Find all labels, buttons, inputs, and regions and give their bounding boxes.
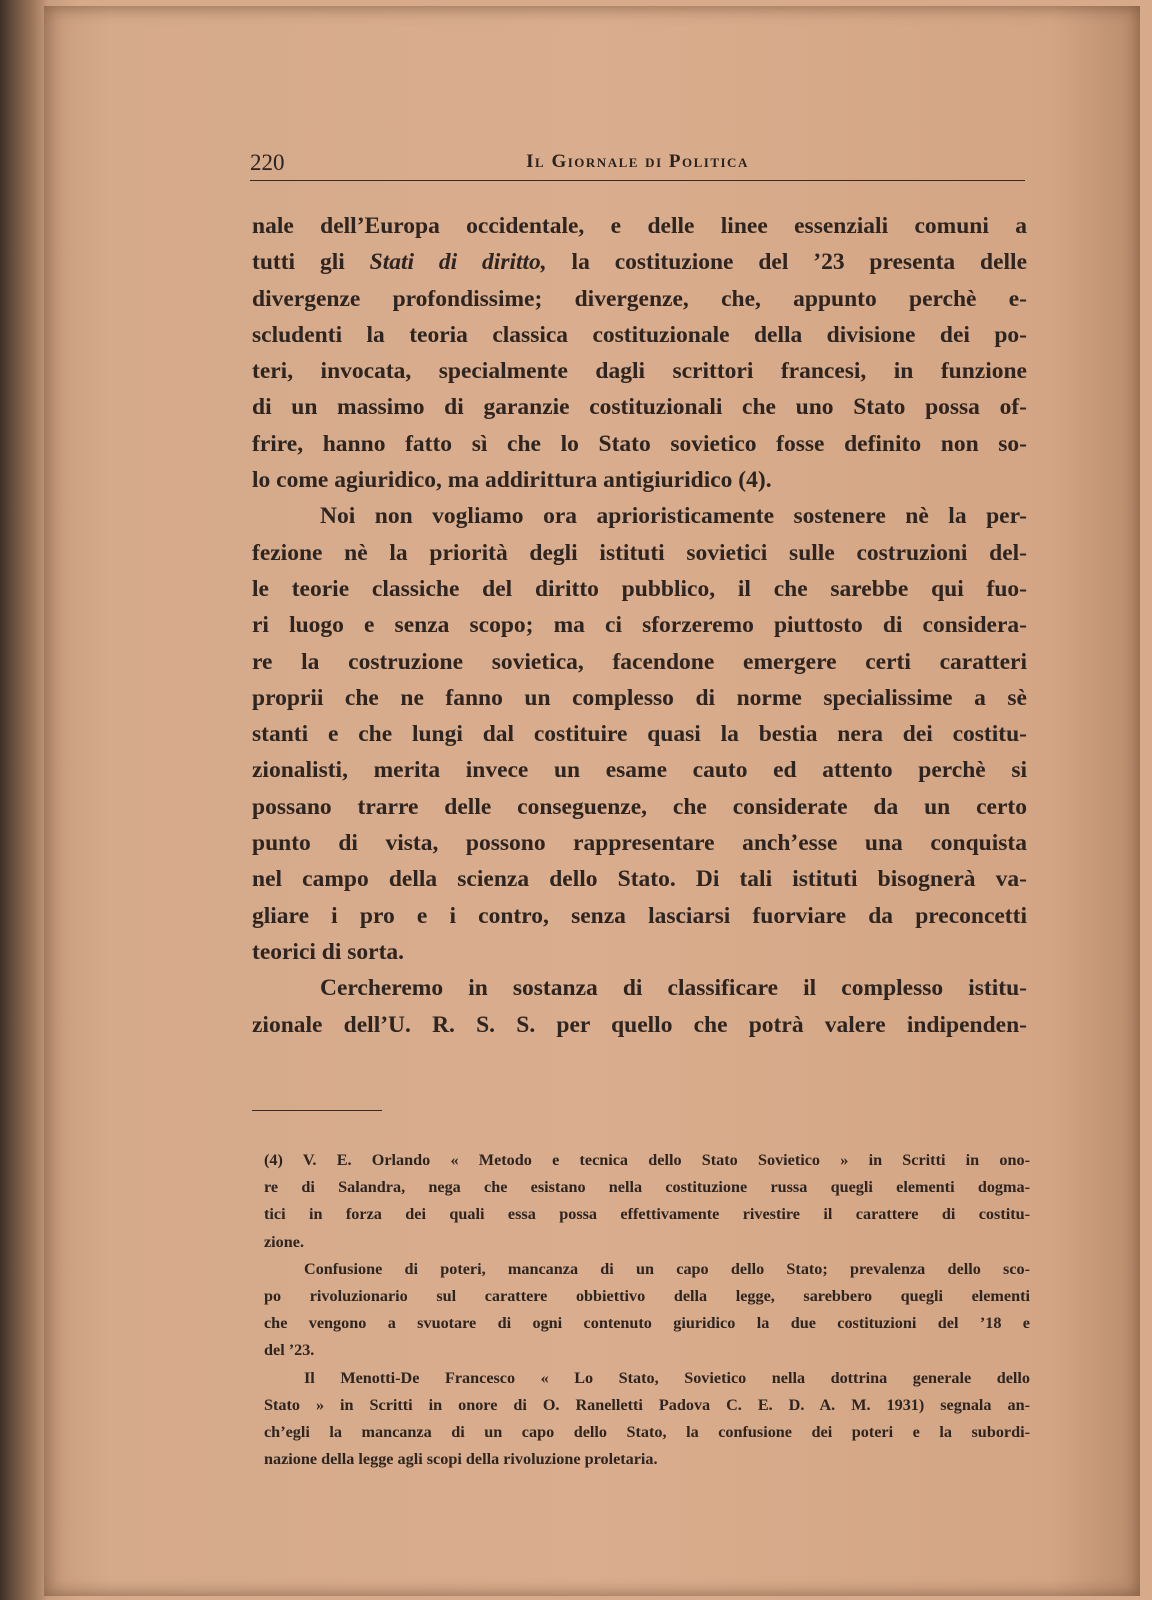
text-line (252, 244, 1027, 280)
text-line: nale dell’Europa occidentale, e delle linee essenziali comuni a (252, 213, 1027, 239)
running-title: Il Giornale di Politica (526, 151, 749, 172)
main-text (252, 208, 1027, 1043)
text-line: Noi non vogliamo ora aprioristicamente sostenere nè la per- (320, 503, 1027, 530)
text-line: stanti e che lungi dal costituire quasi la bestia nera dei costitu- (252, 721, 1027, 748)
text-line: zionalisti, merita invece un esame cauto ed attento perchè si (252, 757, 1027, 784)
footnote-separator (252, 1110, 382, 1111)
text-line: ri luogo e senza scopo; ma ci sforzeremo piuttosto di considera- (252, 612, 1027, 639)
page-header (250, 150, 1025, 181)
page-number: 220 (250, 150, 285, 175)
text-line: possano trarre delle conseguenze, che considerate da un certo (252, 793, 1027, 820)
text-line: Cercheremo in sostanza di classificare il complesso istitu- (320, 975, 1027, 1002)
text-line: fezione nè la priorità degli istituti sovietici sulle costruzioni del- (252, 539, 1027, 566)
footnote-line: Stato » in Scritti in onore di O. Ranelletti Padova C. E. D. A. M. 1931) segnala an- (264, 1395, 1030, 1414)
text-line: re la costruzione sovietica, facendone emergere certi caratteri (252, 648, 1027, 675)
text-line: le teorie classiche del diritto pubblico, il che sarebbe qui fuo- (252, 575, 1027, 602)
footnotes (264, 1147, 1030, 1473)
text-line: scludenti la teoria classica costituzionale della divisione dei po- (252, 321, 1027, 348)
text-line: divergenze profondissime; divergenze, che, appunto perchè e- (252, 285, 1027, 312)
footnote-line: del ’23. (264, 1341, 315, 1360)
footnote-line: (4) V. E. Orlando « Metodo e tecnica dello Stato Sovietico » in Scritti in ono- (264, 1151, 1030, 1169)
text-line: gliare i pro e i contro, senza lasciarsi fuorviare da preconcetti (252, 902, 1027, 929)
text-line: nel campo della scienza dello Stato. Di tali istituti bisognerà va- (252, 866, 1027, 893)
footnote-line: Confusione di poteri, mancanza di un capo dello Stato; prevalenza dello sco- (304, 1259, 1030, 1278)
footnote-line: po rivoluzionario sul carattere obbiettivo della legge, sarebbero quegli elementi (264, 1286, 1030, 1305)
text-line: teri, invocata, specialmente dagli scrittori francesi, in funzione (252, 358, 1027, 385)
text-fragment: tutti gli (252, 249, 370, 276)
text-line: lo come agiuridico, ma addirittura antigiuridico (4). (252, 467, 772, 494)
binding-edge (0, 0, 46, 1600)
footnote-line: zione. (264, 1232, 305, 1251)
text-line: di un massimo di garanzie costituzionali che uno Stato possa of- (252, 394, 1027, 421)
footnote-line: ch’egli la mancanza di un capo dello Stato, la confusione dei poteri e la subordi- (264, 1422, 1030, 1441)
footnote-line: che vengono a svuotare di ogni contenuto giuridico la due costituzioni del ’18 e (264, 1314, 1030, 1333)
text-line: proprii che ne fanno un complesso di norme specialissime a sè (252, 684, 1027, 711)
text-fragment: la costituzione del ’23 presenta delle (546, 249, 1028, 276)
footnote-line: re di Salandra, nega che esistano nella costituzione russa quegli elementi dogma- (264, 1178, 1030, 1197)
text-line: punto di vista, possono rappresentare anch’esse una conquista (252, 830, 1027, 857)
text-line: frire, hanno fatto sì che lo Stato sovietico fosse definito non so- (252, 430, 1027, 457)
italic-phrase: Stati di diritto, (369, 249, 547, 276)
footnote-line: Il Menotti-De Francesco « Lo Stato, Sovietico nella dottrina generale dello (304, 1368, 1030, 1387)
text-line: zionale dell’U. R. S. S. per quello che potrà valere indipenden- (252, 1011, 1027, 1038)
footnote-line: tici in forza dei quali essa possa effettivamente rivestire il carattere di costitu- (264, 1205, 1030, 1224)
text-line: teorici di sorta. (252, 938, 405, 965)
footnote-line: nazione della legge agli scopi della rivoluzione proletaria. (264, 1450, 658, 1469)
